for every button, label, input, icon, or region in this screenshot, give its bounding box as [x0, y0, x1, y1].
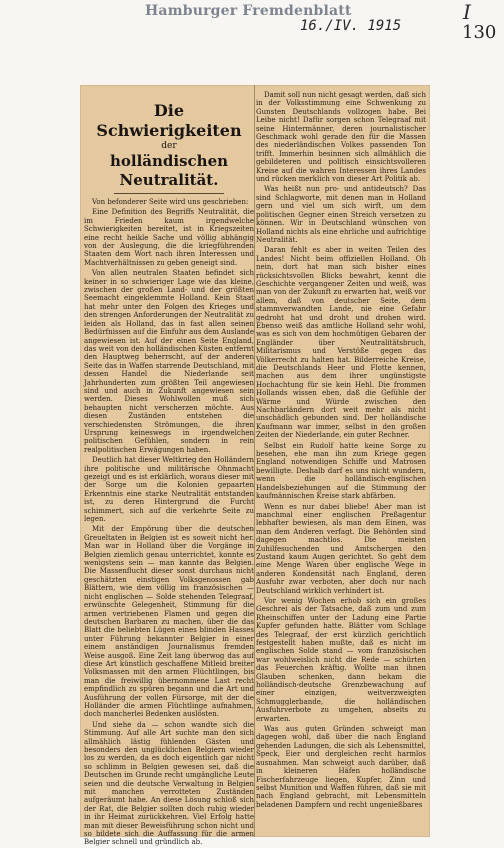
right-paragraph: Was heißt nun pro- und antideutsch? Das sind Schlagworte, mit denen man in Holland gern und viel um sich wirft, um dem politischen Gegner einen Streich versetzen zu können. Wir in Deutschland wünschen von Holland nichts als eine ehrliche und aufrichtige Neutralität. [256, 185, 426, 244]
right-paragraph: Daran fehlt es aber in weiten Teilen des Landes! Nicht beim offiziellen Holland. Oh nein, dort hat man sich bisher eines rücksichtsvollen Blicks bewahrt, kennt die Geschichte vergangener Zeiten und weiß, was man von der Zukunft zu erwarten hat, weiß vor allem, daß von deutscher Seite, dem stammverwandten Lande, nie eine Gefahr gedroht hat und droht und drohen wird. Ebenso weiß das amtliche Holland sehr wohl, was es sich von dem hochmütigen Gebaren der Engländer über Neutralitätsbruch, Militarismus und Verstöße gegen das Völkerrecht zu halten hat. Bilderreiche Kreise, die Deutschlands Heer und Flotte kennen, machen aus dem ihrer ungünstigste Hochachtung für sie kein Hehl. Die frommen Hollands wissen eben, daß die Gefühle der Wärme und Würde zwischen den Nachbarländern dort weit mehr als nicht unschädlich gebunden sind. Der holländische Kaufmann war immer, selbst in den großen Zeiten der Niederlande, ein guter Rechner. [256, 246, 426, 440]
left-paragraph: Und siehe da — schon wandte sich die Stimmung. Auf alle Art suchte man den sich allmählich lästig fühlenden Gästen und besonders den unglücklichen Belgiern wieder los zu werden, da es doch eigentlich gar nicht so schlimm in Belgien gewesen sei, daß die Deutschen im Grunde recht umgängliche Leute seien und die deutsche Verwaltung in Belgien mit manchen verrotteten Zuständen aufgeräumt habe. An diese Lösung schloß sich der Rat, die Belgier sollten doch ruhig wieder in ihr Heimat zurückkehren. Viel Erfolg hatte man mit dieser Beweisführung schon nicht und so bildete sich die Auffassung für die armen Belgier schnell und gründlich ab. [84, 720, 254, 847]
right-paragraph: Selbst ein Rudolf hatte keine Sorge zu besehen, ehe man ihn zum Kriege gegen England notwendigen Schiffe und Matrosen bewilligte. Deshalb darf es uns nicht wundern, wenn die holländisch-englischen Handelsbeziehungen auf die Stimmung der kaufmännischen Kreise stark abfärben. [256, 441, 426, 501]
right-paragraph: Was aus guten Gründen schweigt man dagegen wohl, daß über die nach England gehenden Ladungen, die sich als Lebensmittel, Speck, Eier und dergleichen recht harmlos ausnahmen. Man schweigt auch darüber, daß in kleineren Häfen holländische Fischerfahrzeuge liegen, Kupfer, Zinn und selbst Munition und Waffen führen, daß sie mit nach England gebracht, mit Lebensmitteln beladenen Dampfern und recht ungenießbares [256, 725, 426, 809]
newspaper-masthead: Hamburger Fremdenblatt [145, 3, 352, 19]
newspaper-clipping [80, 85, 430, 847]
right-paragraph: Damit soll nun nicht gesagt werden, daß sich in der Volksstimmung eine Schwenkung zu Gunsten Deutschlands vollzogen habe. Bei Leibe nicht! Dafür sorgen schon Telegraaf mit seine Hintermänner, deren journalistischer Geschmack wohl gerade den für die Massen des niederländischen Volkes passenden Ton trifft. Immerhin besinnen sich allmählich die gebildeteren und politisch einsichtsvolleren Kreise auf die wahren Interessen ihres Landes und rücken merklich von dieser Art Politik ab. [256, 91, 426, 184]
headline [84, 101, 254, 190]
handwritten-date: 16./IV. 1915 [300, 18, 402, 34]
headline-line-3: holländischen Neutralität. [109, 152, 229, 189]
page-number: 130 [462, 22, 497, 43]
right-paragraph: Wenn es nur dabei bliebe! Aber man ist manchmal einer englischen Preßagentur lebhafter bewiesen, als man dem Einen, was man dem Anderen verfagt. Die Behörden sind dagegen machtlos. Die meisten Zuhilfesuchenden und Amtschergen den Zustand kaum Augen gerichtet. So geht dem eine Menge Waren über englische Wege in anderen Kondensität nach England, deren Ausfuhr zwar verboten, aber doch nur nach Deutschland wirklich verhindert ist. [256, 502, 426, 595]
left-column [84, 85, 254, 847]
right-column [256, 85, 426, 837]
left-paragraph: Von allen neutralen Staaten befindet sich keiner in so schwieriger Lage wie das kleine, zwischen der großen Land- und der größten Seemacht eingeklemmte Holland. Kein Staat hat mehr unter den Folgen des Krieges und den strengen Anforderungen der Neutralität zu leiden als Holland, das in fast allen seinen Bedürfnissen auf die Einfuhr aus dem Auslande angewiesen ist. Auf der einen Seite England, das weit von den holländischen Küsten entfernt den Hauptweg beherrscht, auf der anderen Seite das in Waffen starrende Deutschland, mit dessen Handel die Niederlande seit Jahrhunderten zum größten Teil angewiesen sind und auch in Zukunft angewiesen sein werden. Dieses Wohlwollen muß sich behaupten nicht verscherzen möchte. Aus diesen Zuständen entstehen die verschiedensten Strömungen, die ihren Ursprung keineswegs in irgendwelchen politischen Gefühlen, sondern in rein realpolitischen Erwägungen haben. [84, 269, 254, 454]
left-paragraph: Eine Definition des Begriffs Neutralität, die im Frieden kaum irgendwelche Schwierigkeiten bereitet, ist in Kriegszeiten eine recht heikle Sache und völlig abhängig von der Auslegung, die die kriegführenden Staaten dem Wort nach ihren Interessen und Machtverhältnissen zu geben geneigt sind. [84, 208, 254, 267]
headline-line-1: Die Schwierigkeiten [96, 101, 242, 140]
handwritten-mark: I [463, 0, 471, 24]
left-paragraph: Mit der Empörung über die deutschen Greueltaten in Belgien ist es soweit nicht her. Man war in Holland über die Vorgänge in Belgien ziemlich genau unterrichtet, konnte es wenigstens sein — man kannte das Belgien. Die Massenflucht dieser sonst durchaus nicht geschätzten einstigen Volksgenossen gab Blättern, wie dem völlig im französischen — nicht englischen — Solde stehenden Telegraaf, erwünschte Gelegenheit, Stimmung für die armen vertriebenen Flamen und gegen die deutschen Barbaren zu machen, über die das Blatt die beliebten Lügen eines blinden Hasses unter Führung bekannter Belgier in einer einem anständigen Journalismus fremden Weise ausgoß. Eine Zeit lang überwog das auf diese Art künstlich geschaffene Mitleid breiter Volksmassen mit den armen Flüchtlingen, bis man die freiwillig übernommene Last recht empfindlich zu spüren begann und die Art und Ausführung der vollen Fürsorge, mit der die Holländer die armen Flüchtlinge aufnahmen, doch mancherlei Bedenken auslösten. [84, 525, 254, 719]
headline-line-2: der [161, 141, 177, 151]
left-paragraph: Deutlich hat dieser Weltkrieg den Holländern ihre politische und militärische Ohnmacht gezeigt und es ist erklärlich, woraus dieser mit der Sorge um die Kolonien gepaarten Erkenntnis eine starke Neutralität entstanden ist, zu deren Hintergrund die Furcht schimmert, sich auf die verkehrte Seite zu legen. [84, 456, 254, 524]
column-divider [254, 85, 255, 837]
headline-rule [114, 193, 224, 194]
right-paragraph: Vor wenig Wochen erhob sich ein großes Geschrei als der Tatsache, daß zum und zum Rheinschiffen unter der Ladung eine Partie Kupfer gefunden hatte. Blätter vom Schlage des Telegraaf, der erst kürzlich gerichtlich festgestellt haben mußte, daß es nicht im englischen Solde stand — vom französischen war wohlweislich nicht die Rede — schürten das Feuerchen kräftig. Wollte man ihnen Glauben schenken, dann bekam die holländisch-deutsche Grenzbewachung auf einer einzigen, weitverzweigten Schmugglerbande, die holländischen Ausfuhrverbote zu umgehen, abseits zu erwarten. [256, 596, 426, 723]
byline: Von befonderer Seite wird uns geschrieben: [92, 198, 249, 206]
